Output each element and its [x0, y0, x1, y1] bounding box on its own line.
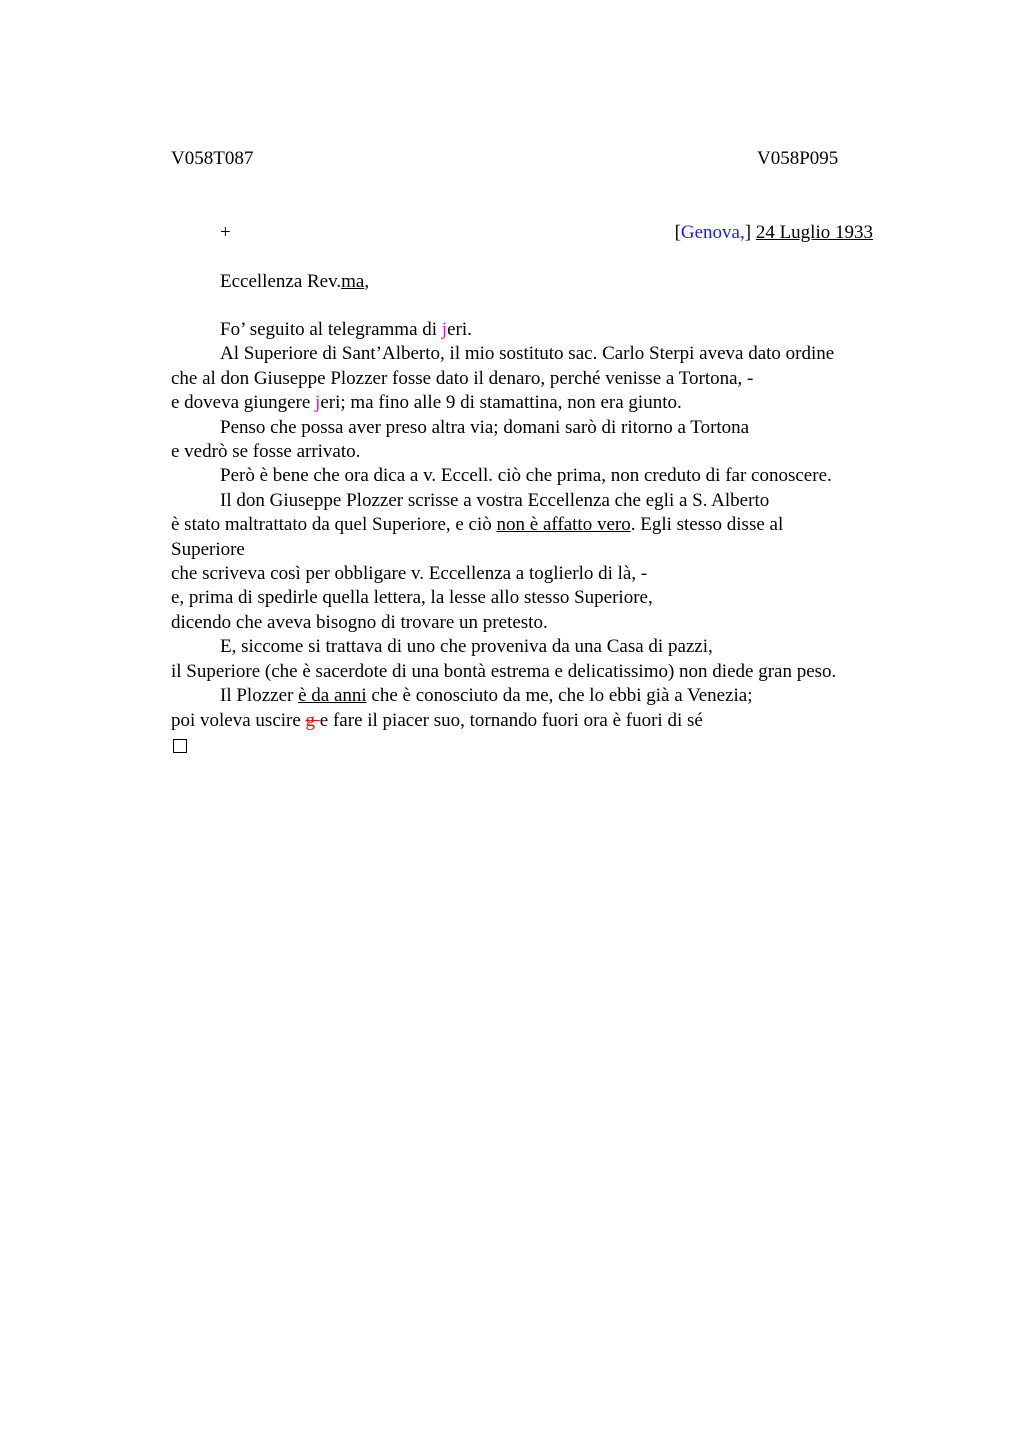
- text-span: che è conosciuto da me, che lo ebbi già a Venezia;: [366, 685, 753, 707]
- salutation-suffix: ,: [364, 271, 370, 292]
- text-span: poi voleva uscire: [171, 709, 306, 731]
- text-span: eri; ma fino alle 9 di stamattina, non era giunto.: [320, 392, 682, 414]
- place-name: Genova,: [680, 222, 745, 243]
- body-line-15: il Superiore (che è sacerdote di una bontà estrema e delicatissimo) non diede gran peso.: [171, 660, 837, 682]
- cross-symbol: +: [220, 222, 231, 243]
- body-line-16: [171, 684, 901, 708]
- checkbox-square-icon: [173, 739, 187, 753]
- letter-body: [171, 318, 901, 760]
- document-code-left: V058T087: [171, 148, 254, 169]
- body-line-8: Il don Giuseppe Plozzer scrisse a vostra Eccellenza che egli a S. Alberto: [220, 489, 770, 511]
- body-line-5: Penso che possa aver preso altra via; domani sarò di ritorno a Tortona: [220, 416, 750, 438]
- body-line-11: che scriveva così per obbligare v. Eccellenza a toglierlo di là, -: [171, 563, 648, 585]
- body-line-2: Al Superiore di Sant’Alberto, il mio sostituto sac. Carlo Sterpi aveva dato ordine: [220, 343, 835, 365]
- text-span: è stato maltrattato da quel Superiore, e ciò: [171, 514, 497, 536]
- document-code-right: V058P095: [757, 148, 839, 169]
- text-span: e doveva giungere: [171, 392, 316, 414]
- salutation: [220, 271, 369, 293]
- salutation-prefix: Eccellenza Rev.: [220, 271, 342, 292]
- body-line-17: [171, 709, 901, 733]
- body-line-13: dicendo che aveva bisogno di trovare un pretesto.: [171, 611, 548, 633]
- dateline: [675, 222, 873, 244]
- body-line-6: e vedrò se fosse arrivato.: [171, 441, 361, 463]
- body-line-3: che al don Giuseppe Plozzer fosse dato il denaro, perché venisse a Tortona, -: [171, 367, 754, 389]
- bracket-open: [: [674, 222, 681, 243]
- body-line-4: [171, 391, 901, 415]
- text-span: . Egli stesso disse al: [630, 514, 784, 536]
- highlight-letter: j: [315, 392, 321, 414]
- body-line-18: [171, 733, 901, 760]
- body-line-10: Superiore: [171, 538, 245, 560]
- body-line-7: Però è bene che ora dica a v. Eccell. ciò che prima, non creduto di far conoscere.: [220, 465, 832, 487]
- text-span: e fare il piacer suo, tornando fuori ora è fuori di sé: [319, 709, 703, 731]
- body-line-14: E, siccome si trattava di uno che proveniva da una Casa di pazzi,: [220, 636, 713, 658]
- underlined-text: non è affatto vero: [496, 514, 631, 536]
- body-line-12: e, prima di spedirle quella lettera, la lesse allo stesso Superiore,: [171, 587, 653, 609]
- text-span: eri.: [447, 319, 472, 340]
- text-span: Fo’ seguito al telegramma di: [220, 319, 442, 340]
- salutation-abbrev: ma: [341, 271, 365, 292]
- highlight-letter: j: [441, 319, 448, 340]
- underlined-text: è da anni: [298, 685, 367, 707]
- deleted-text: g: [305, 709, 320, 731]
- body-line-1: [171, 318, 901, 342]
- text-span: Il Plozzer: [220, 685, 299, 707]
- bracket-close: ]: [744, 222, 752, 243]
- letter-date: 24 Luglio 1933: [755, 222, 873, 243]
- body-line-9: [171, 513, 901, 537]
